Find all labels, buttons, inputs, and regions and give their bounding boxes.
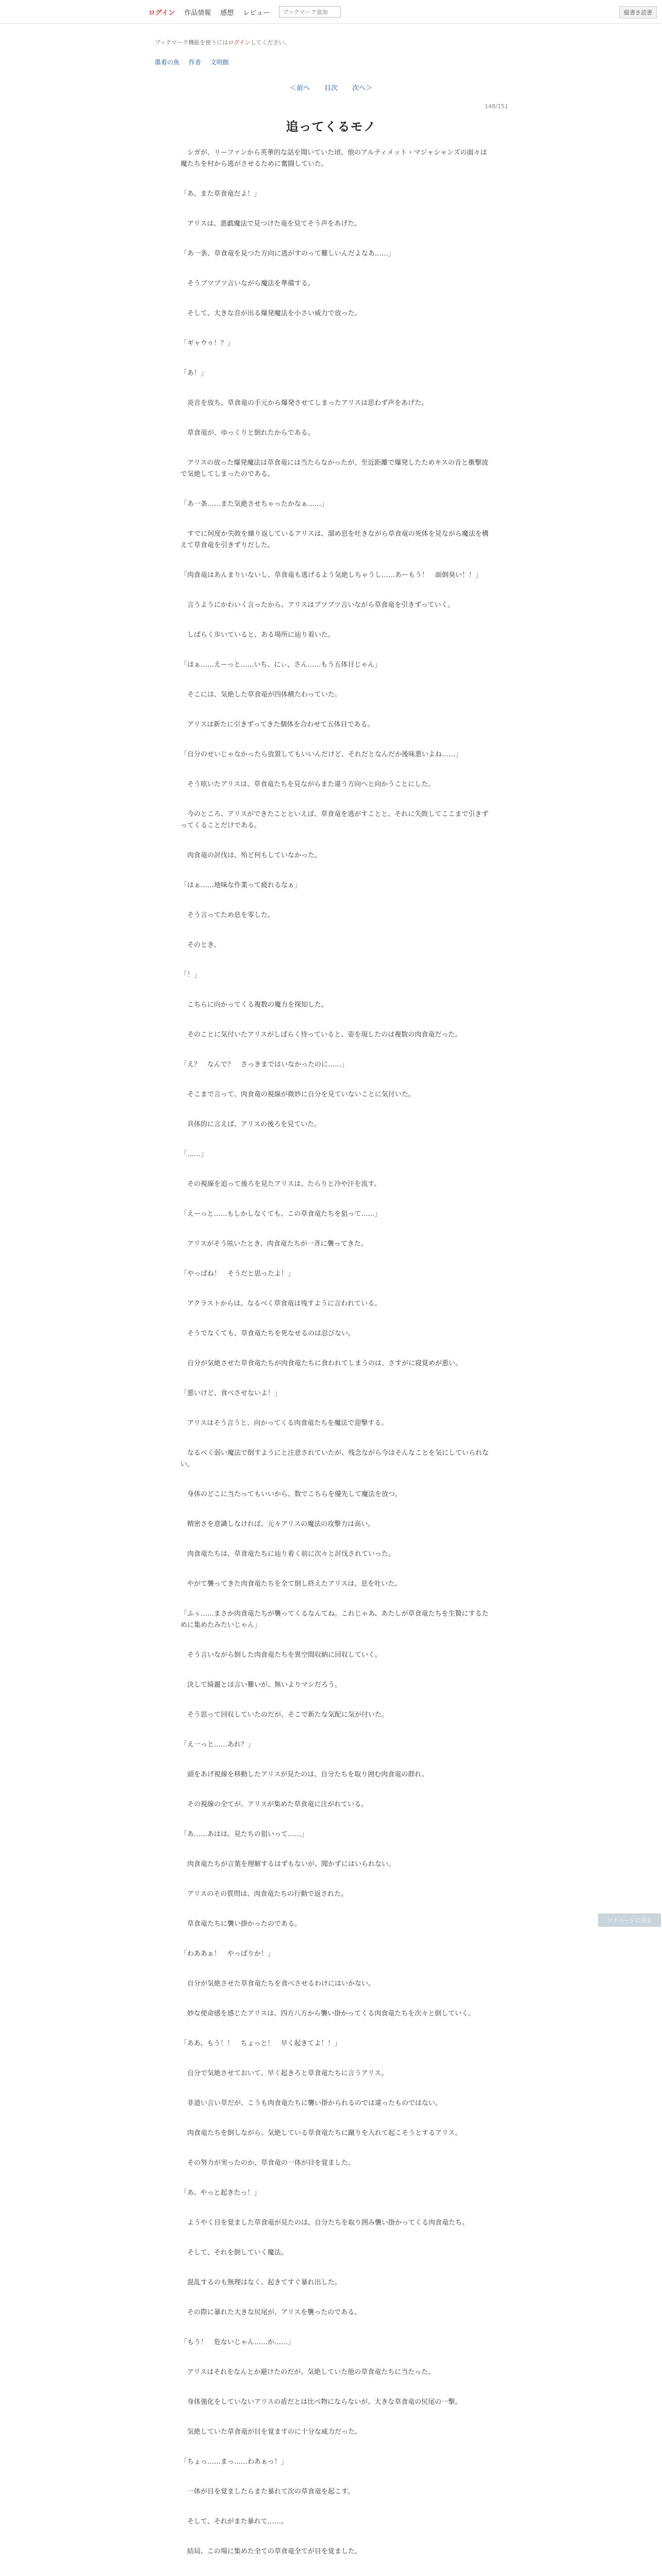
- story-paragraph: アリスは、悪戯魔法で見つけた竜を見てそう声をあげた。: [180, 220, 361, 228]
- story-paragraph: 「！」: [180, 971, 201, 979]
- story-paragraph: 自分が気絶させた草食竜たちが肉食竜たちに食われてしまうのは、さすがに寝覚めが悪い。: [180, 1360, 462, 1367]
- story-paragraph: 草食竜が、ゆっくりと倒れたからである。: [180, 429, 315, 437]
- vertical-reading-button[interactable]: 縦書き読書: [619, 6, 657, 19]
- story-paragraph: アリスはそう言うと、向かってくる肉食竜たちを魔法で迎撃する。: [180, 1419, 388, 1427]
- toc-link[interactable]: 目次: [324, 84, 338, 92]
- story-body: [180, 147, 490, 2576]
- story-paragraph: 「あ一条、草食竜を見つた方向に逃がすのって難しいんだよなあ……」: [180, 250, 395, 258]
- story-paragraph: 今のところ、アリスができたことといえば、草食竜を逃がすことと、それに失敗してここまで引きずってくることだけである。: [180, 810, 489, 829]
- nav-works-info[interactable]: 作品情報: [184, 9, 211, 17]
- story-paragraph: 精密さを意識しなければ、元々アリスの魔法の攻撃力は高い。: [180, 1520, 375, 1528]
- story-paragraph: 肉食竜たちが言葉を理解するはずもないが、聞かずにはいられない。: [180, 1860, 395, 1868]
- story-paragraph: そうでなくても、草食竜たちを死なせるのは忍びない。: [180, 1330, 355, 1337]
- bookmark-notice: [155, 38, 290, 46]
- story-paragraph: 非道い言い草だが、こうも肉食竜たちに襲い掛かられるのでは違ったものではない。: [180, 2099, 442, 2107]
- story-paragraph: しばらく歩いていると、ある場所に辿り着いた。: [180, 631, 335, 639]
- top-nav-inner: [148, 0, 341, 24]
- page-number: 148/151: [485, 103, 508, 110]
- breadcrumb-series[interactable]: 墨着の魚: [155, 59, 180, 66]
- story-paragraph: 身体のどこに当たってもいいから、数でこちらを優先して魔法を放つ。: [180, 1490, 402, 1498]
- story-paragraph: 身体強化をしていないアリスの盾だとは比べ物にならないが、大きな草食竜の尻尾の一撃。: [180, 2398, 462, 2406]
- story-paragraph: 肉食竜たちを倒しながら、気絶している草食竜たちに蹴りを入れて起こそうとするアリス。: [180, 2129, 462, 2137]
- story-paragraph: すでに何度か失敗を繰り返しているアリスは、溜め息を吐きながら草食竜の死体を見ながら魔法を構えて草食竜を引きずりだした。: [180, 530, 489, 549]
- breadcrumb: [155, 58, 236, 66]
- story-paragraph: その視線を追って後ろを見たアリスは、たらりと冷や汗を流す。: [180, 1180, 381, 1188]
- login-link[interactable]: ログイン: [148, 9, 175, 17]
- nav-impressions[interactable]: 感想: [220, 9, 234, 17]
- story-paragraph: 肉食竜たちは、草食竜たちに辿り着く前に次々と討伐されていった。: [180, 1550, 395, 1558]
- story-paragraph: 頭をあげ視線を移動したアリスが見たのは、自分たちを取り囲む肉食竜の群れ。: [180, 1771, 429, 1778]
- story-paragraph: アリスはそれをなんとか避けたのだが、気絶していた他の草食竜たちに当たった。: [180, 2368, 435, 2376]
- story-paragraph: 「あ、やっと起きたっ！」: [180, 2189, 261, 2197]
- nav-reviews[interactable]: レビュー: [243, 9, 270, 17]
- back-to-mypage-button[interactable]: マイページに戻る: [598, 1913, 661, 1927]
- story-paragraph: 「ああ、もう！！ ちょっと！ 早く起きてよ！！」: [180, 2040, 341, 2047]
- story-paragraph: そう言いながら倒した肉食竜たちを異空間収納に回収していく。: [180, 1651, 382, 1659]
- story-paragraph: アリスは新たに引きずってきた個体を合わせて五体目である。: [180, 721, 374, 728]
- story-paragraph: ようやく目を覚ました草食竜が見たのは、自分たちを取り囲み襲い掛かってくる肉食竜たち。: [180, 2219, 469, 2227]
- notice-suffix: してください。: [250, 39, 290, 46]
- story-paragraph: 「えーっと……もしかしなくても、この草食竜たちを狙って……」: [180, 1210, 382, 1218]
- notice-prefix: ブックマーク機能を使うには: [155, 39, 228, 46]
- story-paragraph: その視線の全てが、アリスが集めた草食竜に注がれている。: [180, 1801, 368, 1808]
- story-paragraph: 「はぁ……地味な作業って疲れるなぁ」: [180, 882, 302, 889]
- story-paragraph: 混乱するのも無理はなく、起きてすぐ暴れ出した。: [180, 2279, 341, 2286]
- bookmark-add-input[interactable]: [279, 6, 341, 18]
- story-paragraph: その努力が実ったのか、草食竜の一体が目を覚ました。: [180, 2159, 355, 2167]
- story-paragraph: 言うようにかわいく言ったから、アリスはブツブツ言いながら草食竜を引きずっていく。: [180, 601, 455, 609]
- story-paragraph: 「あ一条……また気絶させちゃったかなぁ……」: [180, 500, 328, 508]
- story-paragraph: 「……」: [180, 1150, 208, 1158]
- story-paragraph: アリスの放った爆発魔法は草食竜には当たらなかったが、至近距離で爆発したためキスの音と衝撃波で気絶してしまったのである。: [180, 459, 488, 478]
- notice-login-link[interactable]: ログイン: [228, 39, 251, 46]
- story-paragraph: 気絶していた草食竜が目を覚ますのに十分な威力だった。: [180, 2428, 362, 2436]
- prev-link[interactable]: ＜前へ: [289, 84, 310, 92]
- story-paragraph: 「はぁ……えーっと……いち、にぃ、さん……もう五体目じゃん」: [180, 661, 382, 669]
- story-paragraph: そう言ってため息を零した。: [180, 911, 275, 919]
- story-paragraph: 一体が目を覚ましたらまた暴れて次の草食竜を起こす。: [180, 2488, 354, 2496]
- story-paragraph: 肉食竜の討伐は、殆ど何もしていなかった。: [180, 852, 322, 859]
- story-paragraph: 「悪いけど、食べさせないよ！」: [180, 1389, 282, 1397]
- story-paragraph: そうブツブツ言いながら魔法を準備する。: [180, 280, 315, 287]
- story-paragraph: 「ちょっ……まっ……わあぁっ！」: [180, 2458, 288, 2466]
- next-link[interactable]: 次へ＞: [352, 84, 373, 92]
- story-paragraph: 「あ、また草食竜だよ！」: [180, 190, 261, 198]
- chapter-title: 追ってくるモノ: [286, 120, 376, 134]
- story-paragraph: 「やっぱね！ そうだと思ったよ！」: [180, 1270, 295, 1278]
- story-paragraph: アリスがそう呟いたとき、肉食竜たちが一斉に襲ってきた。: [180, 1240, 368, 1248]
- story-paragraph: そこまで言って、肉食竜の視線が微妙に自分を見ていないことに気付いた。: [180, 1091, 415, 1098]
- story-paragraph: そう思って回収していたのだが、そこで新たな気配に気が付いた。: [180, 1711, 389, 1719]
- story-paragraph: 草食竜たちに襲い掛かったのである。: [180, 1920, 302, 1928]
- breadcrumb-author-label: 作者: [188, 59, 201, 66]
- story-paragraph: シガが、リーファンから英華的な話を聞いていた頃、他のアルティメット・マジャシャンズの面々は魔たちを村から逃がさせるために奮闘していた。: [180, 149, 487, 168]
- top-pager: [0, 82, 662, 92]
- story-paragraph: 妙な使命感を感じたアリスは、四方八方から襲い掛かってくる肉食竜たちを次々と倒していく。: [180, 2010, 475, 2018]
- story-paragraph: そのとき。: [180, 941, 221, 949]
- story-paragraph: アリスのその質問は、肉食竜たちの行動で返された。: [180, 1890, 348, 1898]
- story-paragraph: 「ふぅ……まさか肉食竜たちが襲ってくるなんてね。これじゃあ、あたしが草食竜たちを生贄にするために集めたみたいじゃん」: [180, 1610, 489, 1629]
- story-paragraph: そして、それがまた暴れて……。: [180, 2518, 288, 2526]
- story-paragraph: 結局、この場に集めた全ての草食竜全てが目を覚ました。: [180, 2548, 362, 2555]
- story-paragraph: そして、それを倒していく魔法。: [180, 2249, 288, 2257]
- story-paragraph: 具体的に言えば、アリスの後ろを見ていた。: [180, 1121, 321, 1128]
- story-paragraph: 炎音を放ち、草食竜の手元から爆発させてしまったアリスは思わず声をあげた。: [180, 399, 428, 407]
- story-paragraph: なるべく弱い魔法で倒すようにと注意されていたが、残念ながら今はそんなことを気にしていられない。: [180, 1449, 489, 1468]
- story-paragraph: 自分で気絶させておいて、早く起きろと草食竜たちに言うアリス。: [180, 2070, 388, 2077]
- story-paragraph: 自分が気絶させた草食竜たちを食べさせるわけにはいかない。: [180, 1980, 375, 1988]
- story-paragraph: アクラストからは、なるべく草食竜は残すように言われている。: [180, 1300, 382, 1308]
- story-paragraph: 「もう！ 危ないじゃん……か……」: [180, 2338, 295, 2346]
- story-paragraph: やがて襲ってきた肉食竜たちを全て倒し終えたアリスは、息を吐いた。: [180, 1580, 402, 1588]
- story-paragraph: 「あ！」: [180, 369, 208, 377]
- story-paragraph: その際に暴れた大きな尻尾が、アリスを襲ったのである。: [180, 2309, 361, 2316]
- top-navigation-bar: [0, 0, 662, 24]
- breadcrumb-author[interactable]: 文明館: [210, 59, 229, 66]
- story-paragraph: そのことに気付いたアリスがしばらく待っていると、姿を現したのは複数の肉食竜だった。: [180, 1031, 462, 1039]
- story-paragraph: 「え一っと……あれ？」: [180, 1741, 255, 1749]
- story-paragraph: 「自分のせいじゃなかったら放置してもいいんだけど、それだとなんだか後味悪いよね……」: [180, 751, 462, 758]
- story-paragraph: 「わああぁ！ やっぱりか！」: [180, 1950, 274, 1958]
- story-paragraph: そう呟いたアリスは、草食竜たちを見ながらまた違う方向へと向かうことにした。: [180, 781, 435, 788]
- story-paragraph: 「え？ なんで？ さっきまではいなかったのに……」: [180, 1061, 349, 1069]
- story-paragraph: そこには、気絶した草食竜が四体横たわっていた。: [180, 691, 341, 699]
- story-paragraph: 決して綺麗とは言い難いが、無いよりマシだろう。: [180, 1681, 342, 1689]
- story-paragraph: こちらに向かってくる複数の魔力を探知した。: [180, 1001, 328, 1009]
- story-paragraph: 「あ……あはは。見たちの狙いって……」: [180, 1831, 308, 1838]
- story-paragraph: そして、大きな音が出る爆発魔法を小さい威力で放った。: [180, 310, 361, 317]
- story-paragraph: 「肉食竜はあんまりいないし、草食竜も逃げるよう気絶しちゃうし……あーもう！ 面倒臭い！！」: [180, 571, 483, 579]
- story-paragraph: 「ギャウゥ！？」: [180, 340, 234, 347]
